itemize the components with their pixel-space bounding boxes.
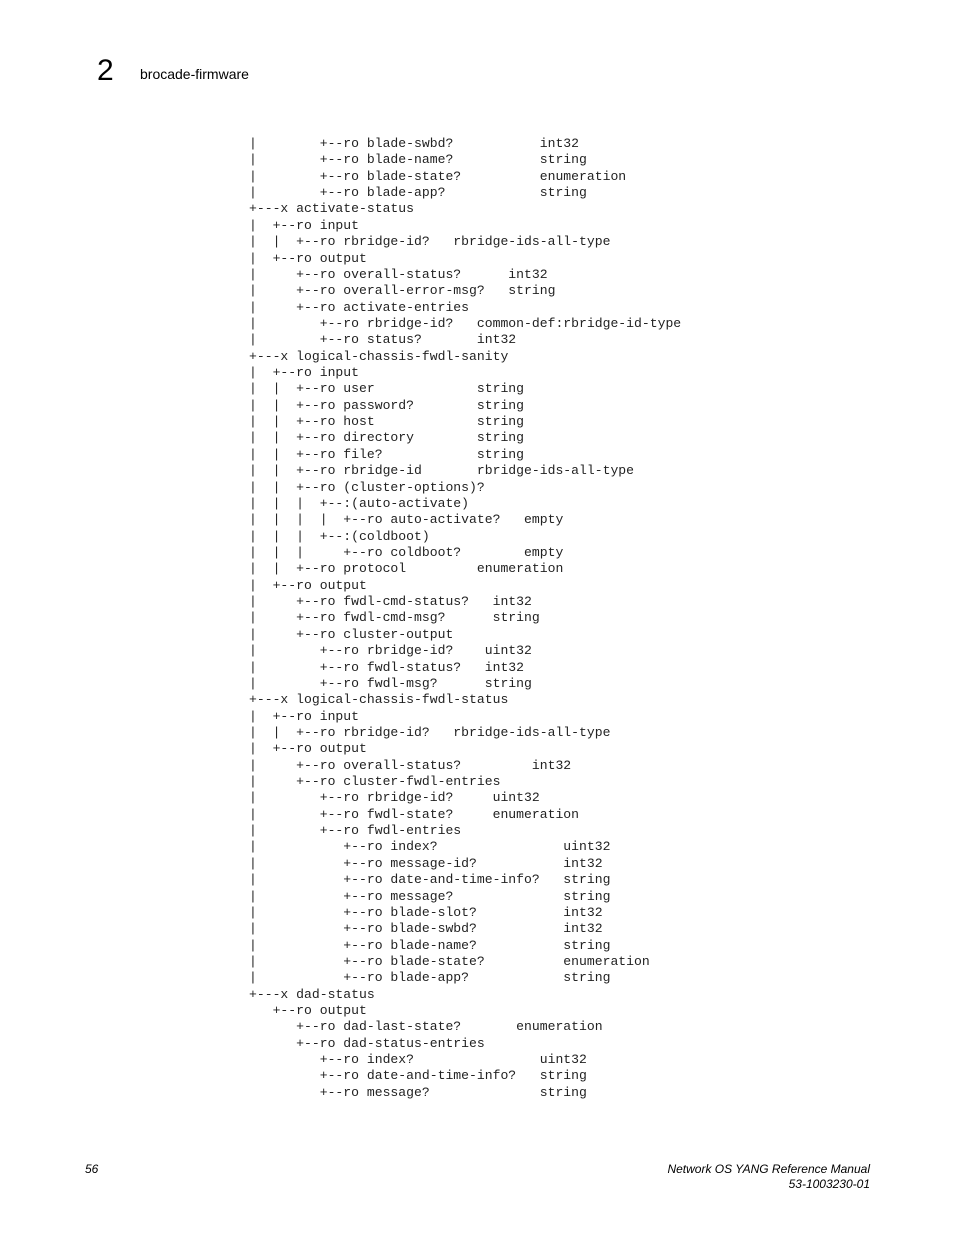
code-line: | | +--ro user string <box>249 381 525 397</box>
code-line: +--ro output <box>249 1003 367 1019</box>
manual-title: Network OS YANG Reference Manual <box>667 1162 870 1176</box>
code-line: | +--ro date-and-time-info? string <box>249 872 611 888</box>
code-line: | | | +--ro coldboot? empty <box>249 544 564 560</box>
code-line: | +--ro index? uint32 <box>249 839 611 855</box>
code-line: | +--ro input <box>249 365 360 381</box>
code-line: | +--ro rbridge-id? common-def:rbridge-id-type <box>249 315 682 331</box>
code-line: | +--ro message? string <box>249 888 611 904</box>
code-line: | +--ro output <box>249 577 367 593</box>
code-line: | +--ro rbridge-id? uint32 <box>249 643 532 659</box>
code-line: +--ro dad-last-state? enumeration <box>249 1019 603 1035</box>
code-line: | +--ro overall-status? int32 <box>249 757 572 773</box>
code-line: | +--ro blade-swbd? int32 <box>249 136 580 151</box>
code-line: | +--ro cluster-fwdl-entries <box>249 774 501 790</box>
code-line: +--ro date-and-time-info? string <box>249 1068 587 1084</box>
code-line: | +--ro overall-status? int32 <box>249 266 548 282</box>
code-line: | +--ro blade-app? string <box>249 185 587 201</box>
code-line: | +--ro fwdl-cmd-msg? string <box>249 610 540 626</box>
code-line: | | +--ro password? string <box>249 397 525 413</box>
code-line: | | +--ro file? string <box>249 446 525 462</box>
code-line: +---x logical-chassis-fwdl-sanity <box>249 348 509 364</box>
code-line: | +--ro output <box>249 741 367 757</box>
code-line: | | +--ro protocol enumeration <box>249 561 564 577</box>
code-line: +--ro dad-status-entries <box>249 1035 485 1051</box>
code-line: | | +--ro rbridge-id? rbridge-ids-all-type <box>249 234 611 250</box>
code-line: | +--ro blade-state? enumeration <box>249 953 650 969</box>
code-line: | +--ro cluster-output <box>249 626 454 642</box>
code-line: | +--ro fwdl-state? enumeration <box>249 806 580 822</box>
code-line: | +--ro fwdl-msg? string <box>249 675 532 691</box>
code-line: +--ro index? uint32 <box>249 1052 587 1068</box>
code-line: | | +--ro rbridge-id rbridge-ids-all-type <box>249 463 635 479</box>
code-line: +---x activate-status <box>249 201 415 217</box>
code-line: | +--ro overall-error-msg? string <box>249 283 556 299</box>
code-line: | +--ro blade-name? string <box>249 937 611 953</box>
code-line: +---x logical-chassis-fwdl-status <box>249 692 509 708</box>
document-id: 53-1003230-01 <box>788 1177 870 1191</box>
code-line: | +--ro blade-slot? int32 <box>249 904 603 920</box>
code-line: | | +--ro host string <box>249 414 525 430</box>
code-line: | +--ro rbridge-id? uint32 <box>249 790 540 806</box>
chapter-number: 2 <box>97 54 114 87</box>
code-line: | | | +--:(auto-activate) <box>249 495 470 511</box>
code-line: | +--ro fwdl-entries <box>249 823 462 839</box>
code-line: | +--ro blade-app? string <box>249 970 611 986</box>
code-line: | +--ro activate-entries <box>249 299 470 315</box>
code-line: | | +--ro rbridge-id? rbridge-ids-all-type <box>249 724 611 740</box>
code-line: | | +--ro directory string <box>249 430 525 446</box>
yang-tree-code-block <box>249 136 681 1101</box>
code-line: | | | | +--ro auto-activate? empty <box>249 512 564 528</box>
code-line: | +--ro message-id? int32 <box>249 855 603 871</box>
code-line: +---x dad-status <box>249 986 375 1002</box>
code-line: | | | +--:(coldboot) <box>249 528 430 544</box>
code-line: +--ro message? string <box>249 1084 587 1100</box>
footer-document-info <box>667 1162 870 1192</box>
page-number: 56 <box>85 1162 99 1176</box>
code-line: | +--ro blade-name? string <box>249 152 587 168</box>
chapter-title: brocade-firmware <box>140 66 249 82</box>
code-line: | +--ro output <box>249 250 367 266</box>
code-line: | +--ro blade-swbd? int32 <box>249 921 603 937</box>
code-line: | +--ro input <box>249 217 360 233</box>
code-line: | +--ro fwdl-status? int32 <box>249 659 525 675</box>
code-line: | +--ro blade-state? enumeration <box>249 168 627 184</box>
code-line: | +--ro status? int32 <box>249 332 517 348</box>
code-line: | | +--ro (cluster-options)? <box>249 479 485 495</box>
code-line: | +--ro input <box>249 708 360 724</box>
code-line: | +--ro fwdl-cmd-status? int32 <box>249 594 532 610</box>
